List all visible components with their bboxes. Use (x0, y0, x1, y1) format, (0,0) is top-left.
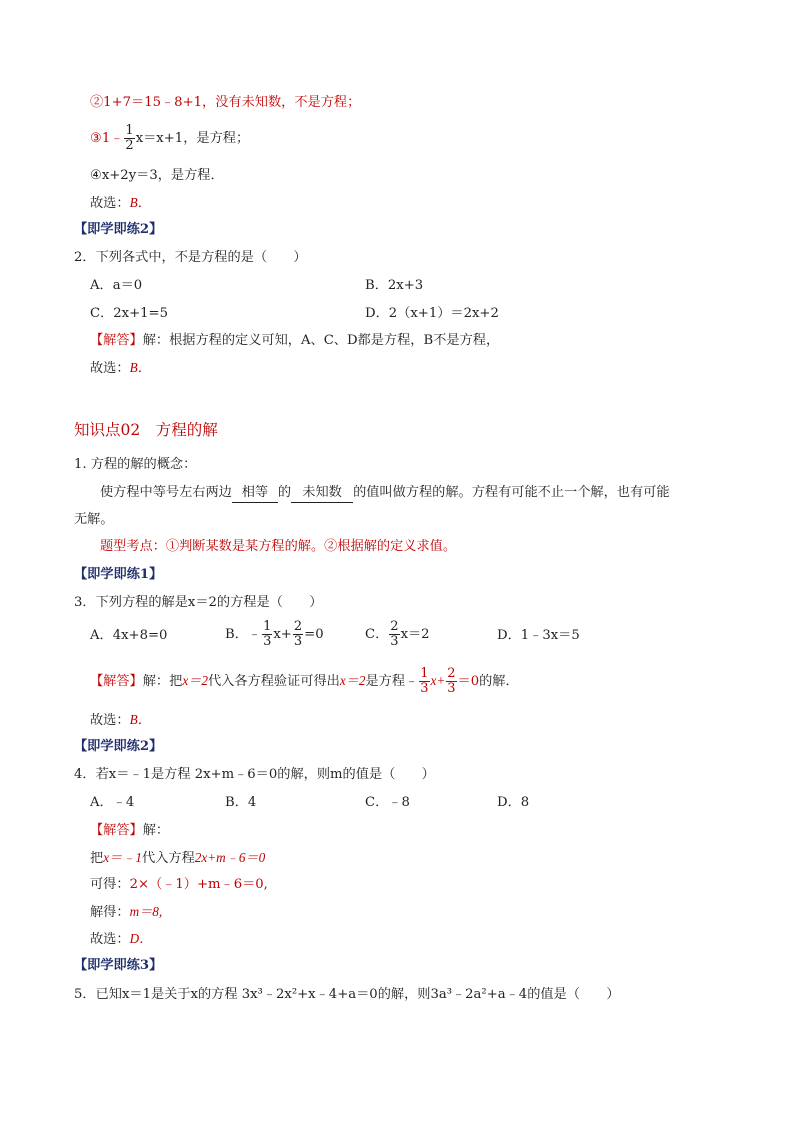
question-3-option-d: D．1﹣3x＝5 (497, 628, 580, 643)
answer-choice: B． (129, 195, 151, 210)
solution-text: 代入各方程验证可得出 (207, 674, 340, 689)
solution-line-3-suffix: x＝x+1，是方程； (135, 131, 250, 146)
option-label: C． (365, 627, 389, 642)
solution-math: ＝0 (457, 674, 480, 689)
step-text: 可得： (90, 877, 130, 892)
fraction-numerator: 1 (420, 666, 429, 681)
question-3-option-b (225, 620, 324, 649)
solution-text: 是方程﹣ (365, 674, 419, 689)
solution-text: 解：把 (142, 674, 183, 689)
practice-tag: 【即学即练2】 (74, 222, 163, 237)
practice-tag: 【即学即练1】 (74, 567, 163, 582)
fraction-denominator: 3 (420, 681, 429, 696)
answer-choice: D． (129, 931, 153, 946)
concept-heading: 1. 方程的解的概念： (74, 457, 197, 472)
solution-tag: 【解答】 (90, 333, 143, 348)
step-text: 代入方程 (142, 851, 195, 866)
answer-prefix: 故选： (90, 932, 130, 947)
answer-line-4 (90, 930, 152, 949)
question-4: 4．若x＝﹣1是方程 2x+m﹣6＝0的解，则m的值是（ ） (74, 767, 435, 782)
practice-tag: 【即学即练2】 (74, 739, 163, 754)
fraction-denominator: 3 (447, 681, 456, 696)
answer-line-3 (90, 711, 151, 730)
fill-blank-1: 相等 (232, 484, 278, 503)
option-label: B．﹣ (225, 627, 262, 642)
exam-points: 题型考点：①判断某数是某方程的解。②根据解的定义求值。 (100, 539, 457, 554)
fraction-numerator: 2 (447, 666, 456, 681)
fraction-two-thirds (293, 620, 303, 649)
fraction-numerator: 1 (125, 123, 134, 138)
solution-math: x+ (430, 673, 446, 688)
answer-prefix: 故选： (90, 713, 130, 728)
question-4-step-3 (90, 903, 162, 922)
fraction-two-thirds (446, 667, 456, 696)
fraction-one-half (124, 124, 134, 153)
fill-blank-2: 未知数 (291, 484, 353, 503)
concept-text: 使方程中等号左右两边 (100, 485, 232, 500)
question-3-option-c (365, 620, 430, 649)
solution-math: x＝2 (182, 673, 208, 688)
solution-text: 的解． (479, 674, 519, 689)
concept-text: 的值叫做方程的解。方程有可能不止一个解，也有可能 (353, 485, 670, 500)
solution-line-2: ②1+7＝15﹣8+1，没有未知数，不是方程； (90, 95, 361, 110)
step-math: 2x+m﹣6＝0 (194, 850, 266, 865)
step-math: x＝﹣1 (103, 850, 143, 865)
question-2: 2．下列各式中，不是方程的是（ ） (74, 250, 307, 265)
fraction-denominator: 3 (293, 634, 303, 649)
fraction-one-third (419, 667, 429, 696)
answer-choice: B． (129, 360, 151, 375)
concept-text: 的 (277, 485, 292, 500)
question-4-step-2 (90, 876, 268, 894)
question-4-option-a: A．﹣4 (90, 795, 135, 810)
fraction-numerator: 1 (263, 619, 272, 634)
solution-line-3-prefix: ③1﹣ (90, 131, 124, 146)
concept-line-2: 无解。 (74, 512, 114, 527)
answer-line-2 (90, 359, 151, 378)
fraction-denominator: 3 (263, 634, 272, 649)
concept-line-1 (100, 484, 670, 503)
question-2-option-a: A．a＝0 (90, 278, 143, 293)
question-4-solution-head (90, 822, 169, 840)
step-math: 2×（﹣1）+m﹣6＝0, (129, 877, 268, 892)
question-4-step-1 (90, 849, 265, 868)
fraction-numerator: 2 (293, 619, 303, 634)
answer-prefix: 故选： (90, 196, 130, 211)
question-3: 3．下列方程的解是x＝2的方程是（ ） (74, 595, 323, 610)
solution-line-3 (90, 124, 249, 153)
question-3-solution (90, 667, 519, 696)
question-4-option-d: D．8 (497, 795, 530, 810)
step-text: 解得： (90, 905, 130, 920)
solution-math: x＝2 (339, 673, 366, 688)
answer-line-1 (90, 194, 151, 213)
question-2-option-d: D．2（x+1）＝2x+2 (365, 306, 499, 321)
solution-line-4: ④x+2y＝3，是方程． (90, 168, 224, 183)
fraction-one-third (262, 620, 272, 649)
solution-text: 解：根据方程的定义可知，A、C、D都是方程，B不是方程， (142, 333, 500, 348)
answer-prefix: 故选： (90, 361, 130, 376)
fraction-two-thirds (389, 620, 399, 649)
solution-tag: 【解答】 (90, 674, 143, 689)
question-2-option-c: C．2x+1=5 (90, 306, 168, 321)
practice-tag: 【即学即练3】 (74, 958, 163, 973)
solution-tag: 【解答】 (90, 823, 143, 838)
section-heading: 知识点02 方程的解 (74, 421, 218, 439)
solution-text: 解： (142, 823, 170, 838)
step-math: m＝8, (129, 904, 163, 919)
question-4-option-b: B．4 (225, 795, 257, 810)
question-4-option-c: C．﹣8 (365, 795, 410, 810)
question-3-option-a: A．4x+8=0 (90, 628, 168, 643)
step-text: 把 (90, 851, 104, 866)
fraction-numerator: 2 (390, 619, 399, 634)
option-text: =0 (304, 627, 324, 642)
question-5: 5．已知x＝1是关于x的方程 3x³﹣2x²+x﹣4+a＝0的解，则3a³﹣2a²+a﹣4的值是（ ） (74, 987, 620, 1002)
question-2-solution (90, 332, 499, 350)
option-text: x＝2 (400, 627, 430, 642)
option-text: x+ (273, 627, 292, 642)
fraction-denominator: 3 (390, 634, 399, 649)
answer-choice: B． (129, 712, 151, 727)
question-2-option-b: B．2x+3 (365, 278, 424, 293)
fraction-denominator: 2 (125, 138, 134, 153)
